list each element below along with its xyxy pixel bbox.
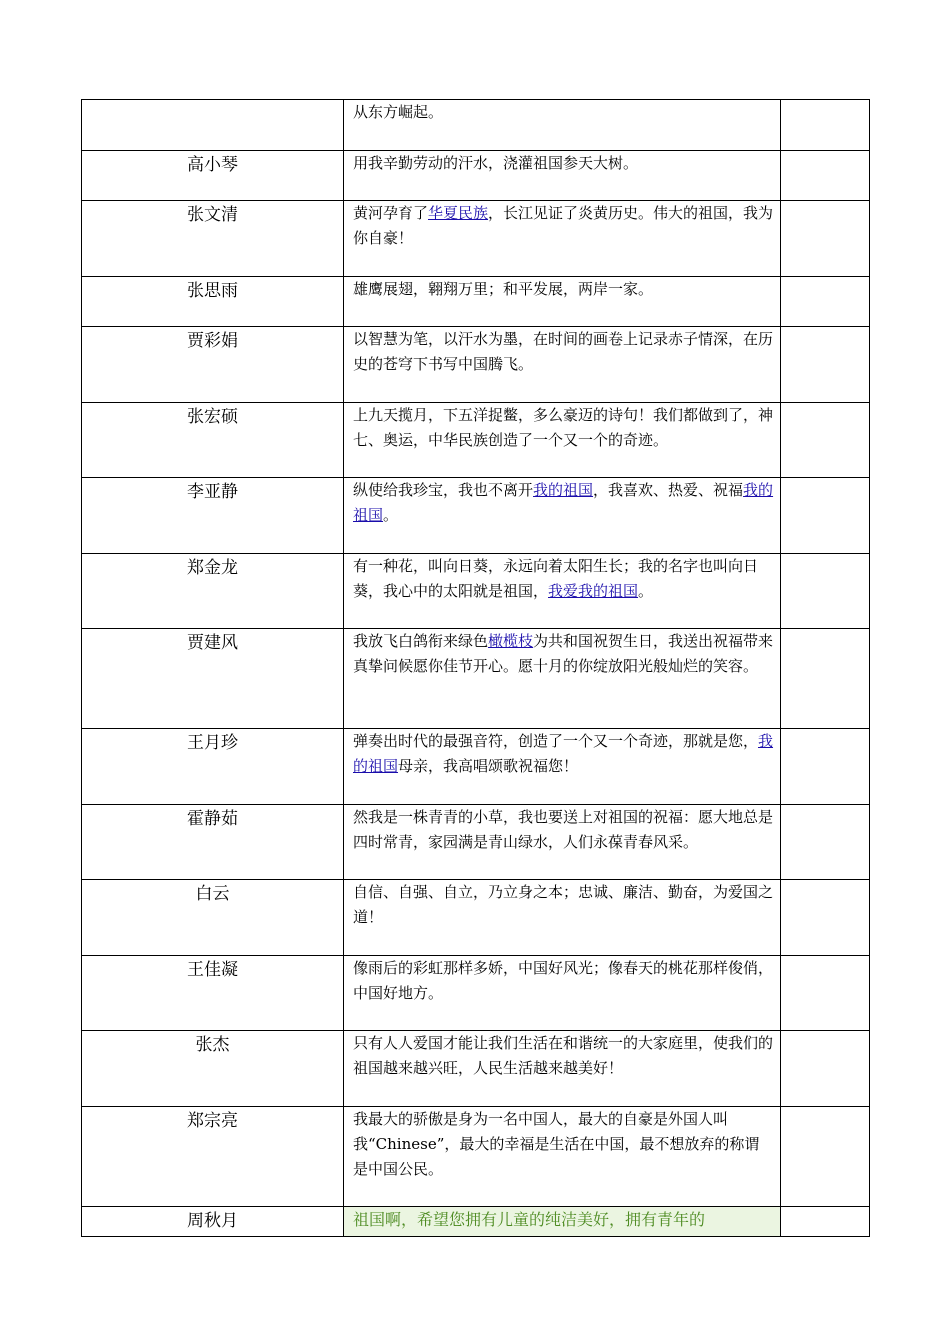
name-cell: 李亚静 — [82, 478, 344, 554]
empty-cell — [781, 956, 870, 1031]
table-row — [82, 1107, 870, 1207]
empty-cell — [781, 151, 870, 201]
table-row — [82, 1207, 870, 1237]
message-cell — [344, 1207, 781, 1237]
message-fragment: 以智慧为笔，以汗水为墨，在时间的画卷上记录赤子情深，在历史的苍穹下书写中国腾飞。 — [353, 330, 774, 373]
hyperlink[interactable]: 华夏民族 — [428, 204, 489, 222]
message-text — [353, 478, 774, 528]
message-fragment: 我放飞白鸽衔来绿色 — [353, 632, 489, 650]
message-fragment: 弹奏出时代的最强音符，创造了一个又一个奇迹，那就是您， — [353, 732, 759, 750]
message-cell — [344, 403, 781, 478]
message-cell — [344, 151, 781, 201]
empty-cell — [781, 201, 870, 277]
hyperlink[interactable]: 我的祖国 — [533, 481, 594, 499]
name-cell: 张文清 — [82, 201, 344, 277]
message-text — [353, 100, 774, 125]
empty-cell — [781, 403, 870, 478]
message-text — [353, 201, 774, 251]
name-cell: 贾建风 — [82, 629, 344, 729]
hyperlink[interactable]: 橄榄枝 — [488, 632, 534, 650]
empty-cell — [781, 1107, 870, 1207]
message-text — [353, 880, 774, 930]
table-row — [82, 1031, 870, 1107]
message-text — [353, 403, 774, 453]
table-row — [82, 403, 870, 478]
table-row — [82, 956, 870, 1031]
message-fragment: 纵使给我珍宝，我也不离开 — [353, 481, 534, 499]
message-text — [353, 1107, 774, 1182]
message-text — [353, 554, 774, 604]
message-text — [353, 277, 774, 302]
message-fragment: 为共和国祝贺生日，我送出祝福带来真挚问候愿你佳节开心。愿十月的你绽放阳光般灿烂的笑容。 — [353, 632, 774, 675]
message-fragment: 从东方崛起。 — [353, 103, 444, 121]
table-row — [82, 100, 870, 151]
name-cell: 郑宗亮 — [82, 1107, 344, 1207]
name-cell: 张杰 — [82, 1031, 344, 1107]
message-text — [353, 151, 774, 176]
empty-cell — [781, 554, 870, 629]
empty-cell — [781, 805, 870, 880]
table-row — [82, 629, 870, 729]
name-cell — [82, 100, 344, 151]
message-text — [353, 729, 774, 779]
message-fragment: 有一种花，叫向日葵，永远向着太阳生长；我的名字也叫向日葵，我心中的太阳就是祖国， — [353, 557, 759, 600]
empty-cell — [781, 327, 870, 403]
message-fragment: 我最大的骄傲是身为一名中国人，最大的自豪是外国人叫我“Chinese”，最大的幸福是生活在中国，最不想放弃的称谓是中国公民。 — [353, 1110, 760, 1178]
message-fragment: 然我是一株青青的小草，我也要送上对祖国的祝福：愿大地总是四时常青，家园满是青山绿水，人们永葆青春风采。 — [353, 808, 774, 851]
table-row — [82, 729, 870, 805]
message-fragment: 。 — [638, 582, 654, 600]
message-text — [353, 1207, 774, 1232]
message-fragment: 只有人人爱国才能让我们生活在和谐统一的大家庭里，使我们的祖国越来越兴旺，人民生活越来越美好！ — [353, 1034, 774, 1077]
message-text — [353, 327, 774, 377]
empty-cell — [781, 1031, 870, 1107]
message-cell — [344, 629, 781, 729]
table-row — [82, 554, 870, 629]
message-fragment: 。 — [383, 506, 399, 524]
message-fragment: 自信、自强、自立，乃立身之本；忠诚、廉洁、勤奋，为爱国之道！ — [353, 883, 774, 926]
table-row — [82, 805, 870, 880]
empty-cell — [781, 629, 870, 729]
message-text — [353, 956, 774, 1006]
message-cell — [344, 478, 781, 554]
message-fragment: ，长江见证了炎黄历史。伟大的祖国，我为你自豪！ — [353, 204, 774, 247]
message-cell — [344, 805, 781, 880]
empty-cell — [781, 100, 870, 151]
name-cell: 霍静茹 — [82, 805, 344, 880]
name-cell: 白云 — [82, 880, 344, 956]
hyperlink[interactable]: 我的祖国 — [353, 732, 774, 775]
empty-cell — [781, 1207, 870, 1237]
empty-cell — [781, 277, 870, 327]
empty-cell — [781, 478, 870, 554]
message-fragment: 黄河孕育了 — [353, 204, 429, 222]
table-row — [82, 151, 870, 201]
message-cell — [344, 880, 781, 956]
table-row — [82, 201, 870, 277]
name-cell: 郑金龙 — [82, 554, 344, 629]
message-fragment: 雄鹰展翅，翱翔万里；和平发展，两岸一家。 — [353, 280, 654, 298]
name-cell: 张宏硕 — [82, 403, 344, 478]
hyperlink[interactable]: 我爱我的祖国 — [548, 582, 639, 600]
hyperlink[interactable]: 我的祖国 — [353, 481, 774, 524]
message-cell — [344, 956, 781, 1031]
message-cell — [344, 277, 781, 327]
name-cell: 王月珍 — [82, 729, 344, 805]
table-row — [82, 478, 870, 554]
message-fragment: ，我喜欢、热爱、祝福 — [593, 481, 744, 499]
message-text — [353, 629, 774, 679]
message-cell — [344, 1031, 781, 1107]
message-text — [353, 805, 774, 855]
message-cell — [344, 327, 781, 403]
table-row — [82, 277, 870, 327]
message-fragment: 上九天揽月，下五洋捉鳖，多么豪迈的诗句！我们都做到了，神七、奥运，中华民族创造了一个又一个的奇迹。 — [353, 406, 774, 449]
name-cell: 王佳凝 — [82, 956, 344, 1031]
message-cell — [344, 1107, 781, 1207]
name-cell: 周秋月 — [82, 1207, 344, 1237]
empty-cell — [781, 880, 870, 956]
message-cell — [344, 729, 781, 805]
empty-cell — [781, 729, 870, 805]
message-fragment: 母亲，我高唱颂歌祝福您！ — [398, 757, 579, 775]
message-text — [353, 1031, 774, 1081]
message-cell — [344, 554, 781, 629]
name-cell: 张思雨 — [82, 277, 344, 327]
table-row — [82, 880, 870, 956]
message-fragment: 用我辛勤劳动的汗水，浇灌祖国参天大树。 — [353, 154, 639, 172]
message-fragment: 像雨后的彩虹那样多娇，中国好风光；像春天的桃花那样俊俏，中国好地方。 — [353, 959, 774, 1002]
message-cell — [344, 100, 781, 151]
blessings-table — [81, 99, 870, 1237]
message-cell — [344, 201, 781, 277]
table-row — [82, 327, 870, 403]
name-cell: 高小琴 — [82, 151, 344, 201]
name-cell: 贾彩娟 — [82, 327, 344, 403]
message-fragment: 祖国啊，希望您拥有儿童的纯洁美好，拥有青年的 — [353, 1210, 706, 1229]
